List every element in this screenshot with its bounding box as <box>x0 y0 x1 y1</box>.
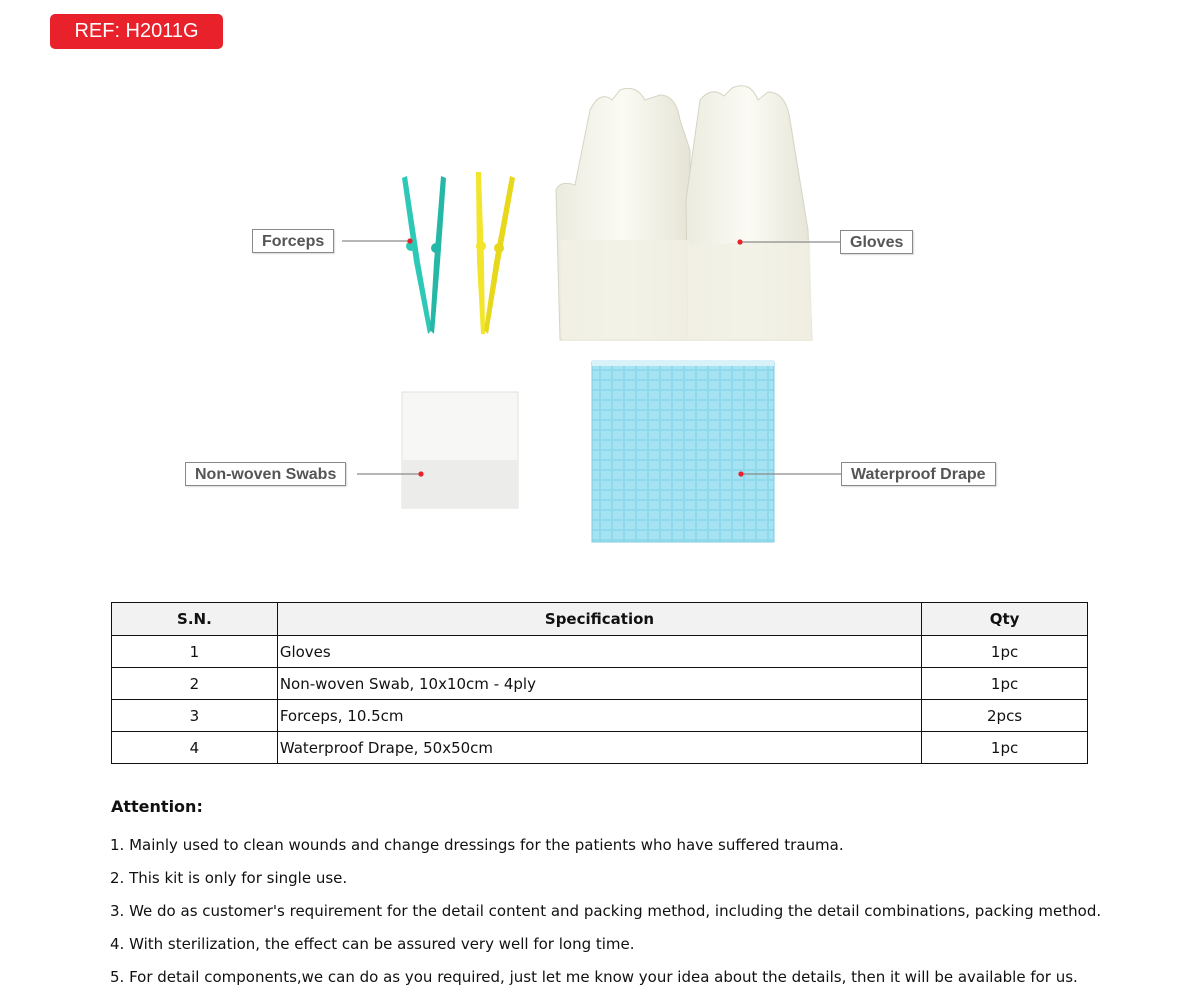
cell-sn: 2 <box>112 668 278 700</box>
callout-forceps: Forceps <box>252 229 334 253</box>
cell-qty: 1pc <box>922 636 1088 668</box>
note-item: 5. For detail components,we can do as you required, just let me know your idea about the details, then it will be available for us. <box>110 968 1078 986</box>
attention-notes <box>110 834 1170 999</box>
cell-spec: Non-woven Swab, 10x10cm - 4ply <box>277 668 921 700</box>
note-item: 3. We do as customer's requirement for the detail content and packing method, including the detail combinations, packing method. <box>110 902 1102 920</box>
cell-sn: 3 <box>112 700 278 732</box>
note-item: 1. Mainly used to clean wounds and change dressings for the patients who have suffered trauma. <box>110 836 844 854</box>
table-row <box>112 700 1088 732</box>
gloves-image <box>556 86 812 340</box>
cell-qty: 1pc <box>922 732 1088 764</box>
table-header-row <box>112 603 1088 636</box>
cell-qty: 2pcs <box>922 700 1088 732</box>
header-specification: Specification <box>277 603 921 636</box>
note-item: 4. With sterilization, the effect can be assured very well for long time. <box>110 935 635 953</box>
cell-spec: Gloves <box>277 636 921 668</box>
drape-image <box>592 360 774 542</box>
table-row <box>112 636 1088 668</box>
ref-badge: REF: H2011G <box>50 14 223 49</box>
callout-swabs: Non-woven Swabs <box>185 462 346 486</box>
forceps-teal-image <box>402 176 446 334</box>
swab-image <box>402 392 518 508</box>
header-qty: Qty <box>922 603 1088 636</box>
callout-drape: Waterproof Drape <box>841 462 996 486</box>
note-item: 2. This kit is only for single use. <box>110 869 348 887</box>
specification-table <box>111 602 1088 764</box>
cell-sn: 4 <box>112 732 278 764</box>
cell-spec: Forceps, 10.5cm <box>277 700 921 732</box>
attention-heading: Attention: <box>111 797 203 816</box>
cell-sn: 1 <box>112 636 278 668</box>
forceps-yellow-image <box>476 172 515 334</box>
header-sn: S.N. <box>112 603 278 636</box>
callout-gloves: Gloves <box>840 230 913 254</box>
cell-spec: Waterproof Drape, 50x50cm <box>277 732 921 764</box>
cell-qty: 1pc <box>922 668 1088 700</box>
table-row <box>112 668 1088 700</box>
table-row <box>112 732 1088 764</box>
